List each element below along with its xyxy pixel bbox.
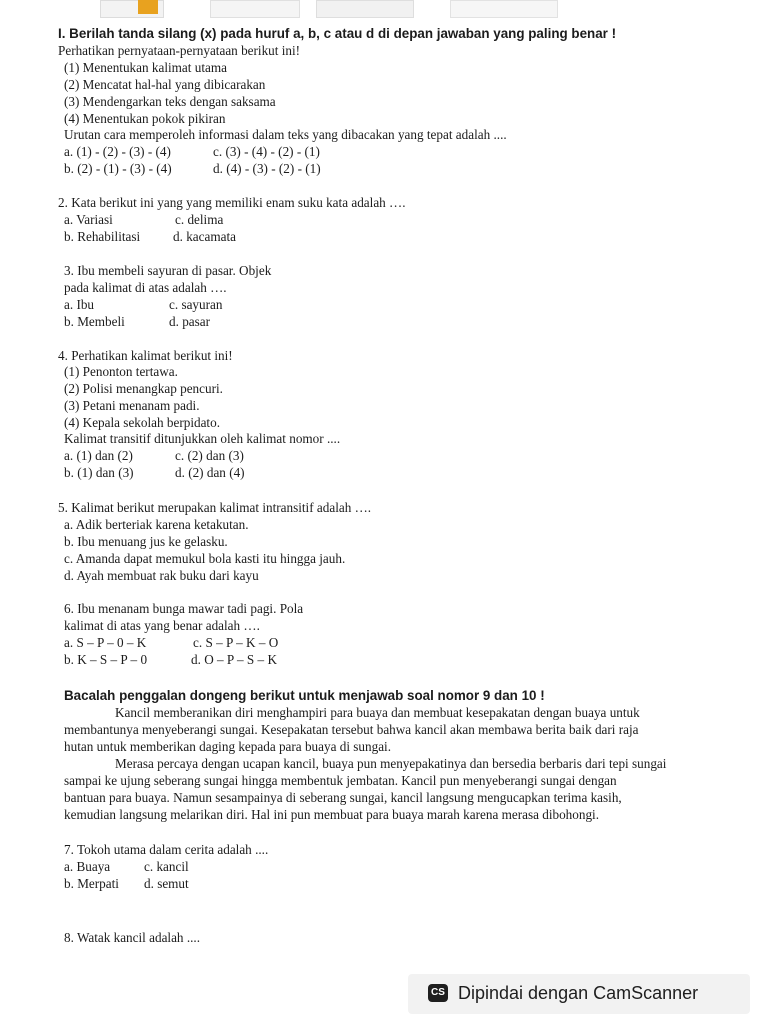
q4-option-b: b. (1) dan (3) [64,465,134,480]
q4-option-d: d. (2) dan (4) [175,465,245,480]
q6-question-cont: kalimat di atas yang benar adalah …. [64,618,260,633]
q4-question: 4. Perhatikan kalimat berikut ini! [58,348,233,363]
q7-option-a: a. Buaya [64,859,111,874]
q4-statement: (3) Petani menanam padi. [64,398,200,413]
story-line: hutan untuk memberikan daging kepada para buaya di sungai. [64,739,392,754]
camscanner-logo-icon: CS [428,984,448,1002]
q5-option: d. Ayah membuat rak buku dari kayu [64,568,259,583]
q4-prompt: Kalimat transitif ditunjukkan oleh kalimat nomor .... [64,431,341,446]
q2-option-a: a. Variasi [64,212,113,227]
q2-option-b: b. Rehabilitasi [64,229,141,244]
q6-option-a: a. S – P – 0 – K [64,635,147,650]
q7-option-d: d. semut [144,876,189,891]
q2-question: 2. Kata berikut ini yang yang memiliki enam suku kata adalah …. [58,195,406,210]
camscanner-badge [408,974,750,1014]
q8-question: 8. Watak kancil adalah .... [64,930,201,945]
scan-fragment [316,0,414,18]
q1-intro: Perhatikan pernyataan-pernyataan berikut ini! [58,43,301,58]
q4-statement: (2) Polisi menangkap pencuri. [64,381,223,396]
q1-statement: (1) Menentukan kalimat utama [64,60,227,75]
story-line: Merasa percaya dengan ucapan kancil, buaya pun menyepakatinya dan bersedia berbaris dari tepi sungai [115,756,667,771]
q1-statement: (3) Mendengarkan teks dengan saksama [64,94,276,109]
story-heading: Bacalah penggalan dongeng berikut untuk menjawab soal nomor 9 dan 10 ! [64,688,545,703]
camscanner-badge-text: Dipindai dengan CamScanner [458,983,699,1003]
story-line: bantuan para buaya. Namun sesampainya di seberang sungai, kancil langsung mengucapkan terima kasih, [64,790,622,805]
q5-option: a. Adik berteriak karena ketakutan. [64,517,249,532]
q7-option-c: c. kancil [144,859,189,874]
q2-option-d: d. kacamata [173,229,236,244]
top-scan-strip [0,0,768,18]
story-line: membantunya menyeberangi sungai. Kesepakatan tersebut bahwa kancil akan membawa berita baik dari raja [64,722,639,737]
scan-fragment [210,0,300,18]
story-line: sampai ke ujung seberang sungai hingga membentuk jembatan. Kancil pun menyeberangi sungai dengan [64,773,617,788]
q6-option-b: b. K – S – P – 0 [64,652,148,667]
q3-option-a: a. Ibu [64,297,95,312]
q3-question: 3. Ibu membeli sayuran di pasar. Objek [64,263,272,278]
q4-statement: (4) Kepala sekolah berpidato. [64,415,220,430]
scan-fragment [450,0,558,18]
q4-option-a: a. (1) dan (2) [64,448,133,463]
q3-option-c: c. sayuran [169,297,223,312]
story-line: kemudian langsung melarikan diri. Hal ini pun membuat para buaya marah karena merasa dibohongi. [64,807,600,822]
story-line: Kancil memberanikan diri menghampiri para buaya dan membuat kesepakatan dengan buaya untuk [115,705,640,720]
q1-option-c: c. (3) - (4) - (2) - (1) [213,144,320,159]
q6-option-d: d. O – P – S – K [191,652,277,667]
q6-question: 6. Ibu menanam bunga mawar tadi pagi. Pola [64,601,304,616]
q7-option-b: b. Merpati [64,876,119,891]
q3-question-cont: pada kalimat di atas adalah …. [64,280,227,295]
q4-option-c: c. (2) dan (3) [175,448,244,463]
q3-option-d: d. pasar [169,314,211,329]
q6-option-c: c. S – P – K – O [193,635,279,650]
q4-statement: (1) Penonton tertawa. [64,364,178,379]
scan-fragment-orange [138,0,158,14]
q1-statement: (4) Menentukan pokok pikiran [64,111,226,126]
q3-option-b: b. Membeli [64,314,125,329]
instruction-heading: I. Berilah tanda silang (x) pada huruf a, b, c atau d di depan jawaban yang paling benar ! [58,26,617,41]
q1-option-a: a. (1) - (2) - (3) - (4) [64,144,171,159]
q2-option-c: c. delima [175,212,224,227]
q7-question: 7. Tokoh utama dalam cerita adalah .... [64,842,269,857]
q1-option-b: b. (2) - (1) - (3) - (4) [64,161,172,176]
q5-option: c. Amanda dapat memukul bola kasti itu hingga jauh. [64,551,346,566]
q1-question: Urutan cara memperoleh informasi dalam teks yang dibacakan yang tepat adalah .... [64,127,507,142]
q1-option-d: d. (4) - (3) - (2) - (1) [213,161,321,176]
q5-question: 5. Kalimat berikut merupakan kalimat intransitif adalah …. [58,500,372,515]
q5-option: b. Ibu menuang jus ke gelasku. [64,534,228,549]
q1-statement: (2) Mencatat hal-hal yang dibicarakan [64,77,266,92]
